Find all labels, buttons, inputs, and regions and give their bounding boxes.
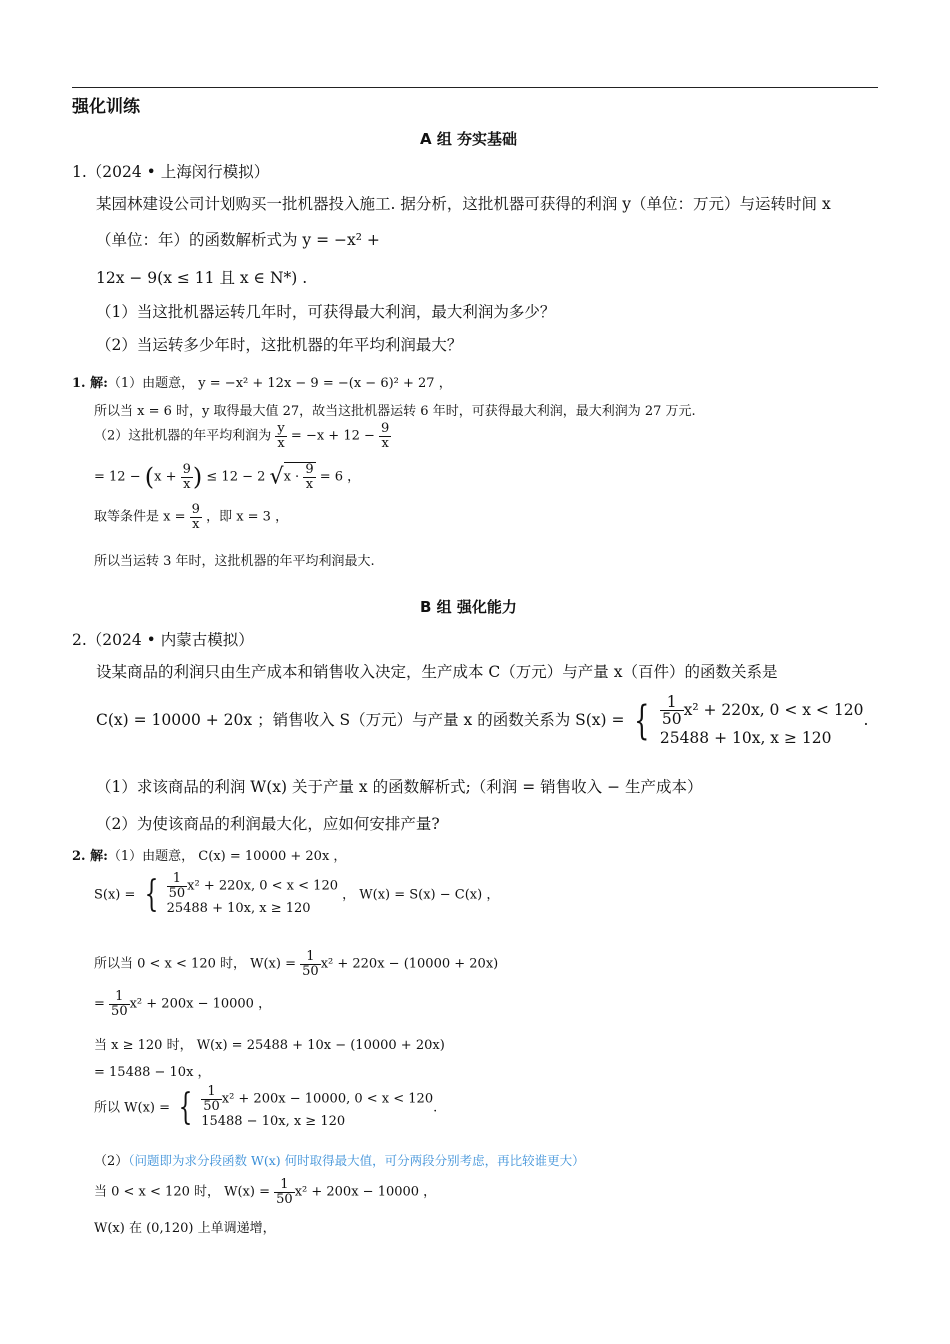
solution-1-line-6: 所以当运转 3 年时，这批机器的年平均利润最大. — [94, 554, 375, 569]
piecewise-cases: $\frac{1}{50}$ x² + 220x, 0 < x < 120 25488 + 10x, x ≥ 120 — [166, 871, 338, 917]
problem-number: 2. — [72, 631, 87, 649]
solution-head: 2. 解: — [72, 849, 108, 864]
solution-text: = −x + 12 − — [290, 428, 375, 444]
solution-2-line-4: = $\frac{1}{50}$ x² + 200x − 10000 ， — [94, 989, 272, 1019]
section-title: 强化训练 — [72, 97, 140, 117]
fraction: $\frac{9}{x}$ — [182, 462, 191, 492]
solution-1-line-3 — [94, 422, 391, 450]
solution-text: （2）这批机器的年平均利润为 — [94, 428, 272, 444]
fraction: $\frac{1}{50}$ — [203, 1084, 220, 1114]
solution-1-line-4: = 12 − (x + $\frac{9}{x}$ ) ≤ 12 − 2 √x · $\frac{9}{x}$ = 6 ， — [94, 462, 361, 492]
fraction: $\frac{1}{50}$ — [276, 1177, 293, 1207]
solution-text: 取等条件是 x = — [94, 509, 186, 525]
solution-2-line-2: S(x) = { $\frac{1}{50}$ x² + 220x, 0 < x < 120 25488 + 10x, x ≥ 120 ， W(x) = S(x) − C(x) ， — [94, 871, 500, 917]
fraction: $\frac{9}{x}$ — [381, 421, 390, 451]
fraction: $\frac{9}{x}$ — [191, 502, 200, 532]
problem-1-line-1: 某园林建设公司计划购买一批机器投入施工. 据分析，这批机器可获得的利润 y（单位：万元）与运转时间 x — [96, 195, 831, 213]
solution-head: 1. 解: — [72, 376, 108, 391]
solution-text: ，即 x = 3 ， — [206, 509, 289, 525]
problem-1-line-3: 12x − 9(x ≤ 11 且 x ∈ N*) . — [96, 269, 308, 287]
problem-1-header — [72, 160, 269, 182]
group-a-title: A 组 夯实基础 — [420, 130, 518, 148]
problem-2-line-2: C(x) = 10000 + 20x ；销售收入 S（万元）与产量 x 的函数关系为 S(x) = { $\frac{1}{50}$ x² + 220x, 0 < x < 120 25488 + 10x, x ≥ 120 . — [96, 693, 869, 747]
solution-text: = 6 ， — [319, 469, 361, 485]
solution-text: （1）由题意， y = −x² + 12x − 9 = −(x − 6)² + 27 ， — [107, 376, 452, 391]
solution-2-line-1 — [72, 845, 346, 864]
fraction: $\frac{1}{50}$ — [111, 989, 128, 1019]
fraction: $\frac{9}{x}$ — [305, 462, 314, 492]
problem-1-question-2: （2）当运转多少年时，这批机器的年平均利润最大？ — [96, 336, 463, 354]
solution-2-line-5: 当 x ≥ 120 时， W(x) = 25488 + 10x − (10000 + 20x) — [94, 1038, 445, 1053]
problem-2-line-1: 设某商品的利润只由生产成本和销售收入决定，生产成本 C（万元）与产量 x（百件）的函数关系是 — [96, 663, 778, 681]
problem-1-question-1: （1）当这批机器运转几年时，可获得最大利润，最大利润为多少？ — [96, 303, 556, 321]
fraction: $\frac{1}{50}$ — [661, 693, 682, 729]
solution-2-line-9: 当 0 < x < 120 时， W(x) = $\frac{1}{50}$ x² + 200x − 10000 ， — [94, 1177, 437, 1207]
piecewise-cases: $\frac{1}{50}$ x² + 200x − 10000, 0 < x < 120 15488 − 10x, x ≥ 120 — [201, 1084, 434, 1130]
fraction: $\frac{1}{50}$ — [168, 871, 186, 901]
solution-text: （1）由题意， C(x) = 10000 + 20x ， — [107, 849, 347, 864]
problem-source: （2024 • 上海闵行模拟） — [86, 163, 270, 181]
solution-2-line-7: 所以 W(x) = { $\frac{1}{50}$ x² + 200x − 10000, 0 < x < 120 15488 − 10x, x ≥ 120 . — [94, 1084, 438, 1130]
problem-text: C(x) = 10000 + 20x ；销售收入 S（万元）与产量 x 的函数关系为 S(x) = — [96, 711, 625, 730]
problem-source: （2024 • 内蒙古模拟） — [86, 631, 254, 649]
problem-2-header — [72, 628, 254, 650]
fraction: $\frac{1}{50}$ — [302, 949, 319, 979]
fraction: $\frac{y}{x}$ — [277, 421, 285, 451]
problem-number: 1. — [72, 163, 87, 181]
hint-note: （问题即为求分段函数 W(x) 何时取得最大值，可分两段分别考虑，再比较谁更大） — [128, 1153, 585, 1168]
problem-1-line-2: （单位：年）的函数解析式为 y = −x² + — [96, 231, 380, 249]
solution-1-line-5 — [94, 503, 288, 531]
group-b-title: B 组 强化能力 — [420, 598, 517, 616]
solution-2-line-10: W(x) 在 (0,120) 上单调递增， — [94, 1221, 276, 1236]
problem-2-question-1: （1）求该商品的利润 W(x) 关于产量 x 的函数解析式;（利润 = 销售收入 − 生产成本） — [96, 778, 703, 796]
solution-text: ≤ 12 − 2 — [206, 469, 266, 485]
solution-2-line-3: 所以当 0 < x < 120 时， W(x) = $\frac{1}{50}$ x² + 220x − (10000 + 20x) — [94, 949, 499, 979]
solution-text: = 12 − — [94, 469, 141, 485]
top-rule — [72, 87, 878, 88]
solution-2-line-6: = 15488 − 10x ， — [94, 1065, 211, 1080]
piecewise-cases: $\frac{1}{50}$ x² + 220x, 0 < x < 120 25488 + 10x, x ≥ 120 — [659, 693, 864, 747]
solution-1-line-1 — [72, 372, 452, 391]
solution-1-line-2: 所以当 x = 6 时，y 取得最大值 27，故当这批机器运转 6 年时，可获得最大利润，最大利润为 27 万元. — [94, 404, 696, 419]
solution-2-line-8: （2）（问题即为求分段函数 W(x) 何时取得最大值，可分两段分别考虑，再比较谁更大） — [94, 1153, 585, 1169]
problem-2-question-2: （2）为使该商品的利润最大化，应如何安排产量? — [96, 815, 440, 833]
